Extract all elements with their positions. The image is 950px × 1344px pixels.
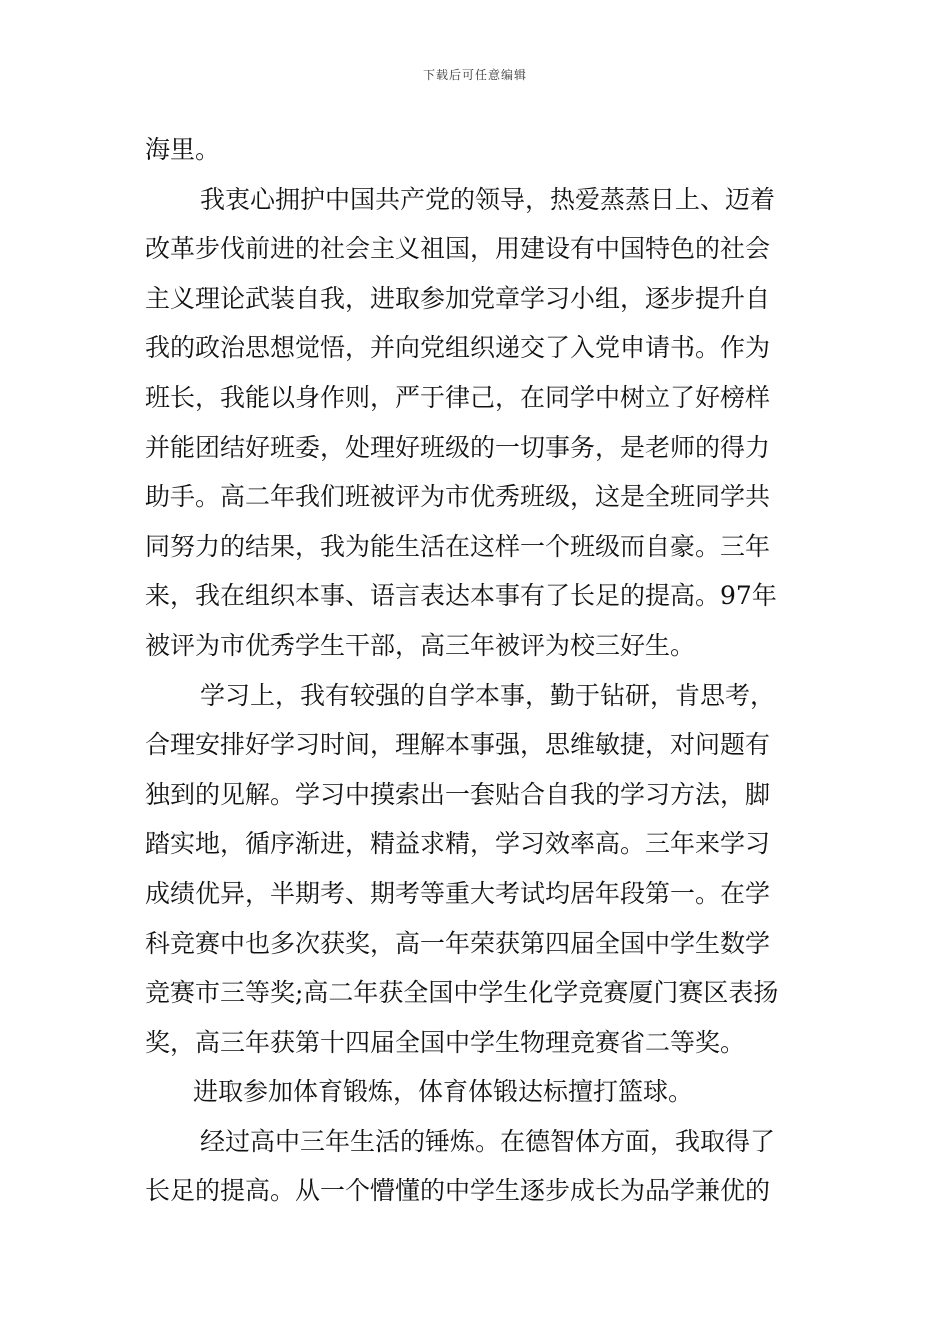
text-line: 学习上，我有较强的自学本事，勤于钻研，肯思考， [200,680,776,710]
text-line: 踏实地，循序渐进，精益求精，学习效率高。三年来学习 [145,829,771,859]
text-line: 来，我在组织本事、语言表达本事有了长足的提高。97年 [145,581,777,611]
text-line: 助手。高二年我们班被评为市优秀班级，这是全班同学共 [145,482,771,512]
text-line: 成绩优异，半期考、期考等重大考试均居年段第一。在学 [145,878,771,908]
text-line: 班长，我能以身作则，严于律己，在同学中树立了好榜样 [145,382,771,412]
document-body [145,125,810,1216]
text-line: 竞赛市三等奖;高二年获全国中学生化学竞赛厦门赛区表扬 [145,978,779,1008]
text-line: 独到的见解。学习中摸索出一套贴合自我的学习方法，脚 [145,779,771,809]
text-line: 长足的提高。从一个懵懂的中学生逐步成长为品学兼优的 [145,1176,771,1206]
text-line: 经过高中三年生活的锤炼。在德智体方面，我取得了 [200,1126,776,1156]
text-line: 奖，高三年获第十四届全国中学生物理竞赛省二等奖。 [145,1027,746,1057]
text-line: 并能团结好班委，处理好班级的一切事务，是老师的得力 [145,432,771,462]
text-line: 改革步伐前进的社会主义祖国，用建设有中国特色的社会 [145,234,771,264]
text-line: 被评为市优秀学生干部，高三年被评为校三好生。 [145,630,696,660]
page-header: 下载后可任意编辑 [422,68,527,82]
text-line: 进取参加体育锻炼，体育体锻达标擅打篮球。 [193,1077,694,1107]
text-line: 科竞赛中也多次获奖，高一年荣获第四届全国中学生数学 [145,928,771,958]
text-line: 主义理论武装自我，进取参加党章学习小组，逐步提升自 [145,283,771,313]
text-line: 合理安排好学习时间，理解本事强，思维敏捷，对问题有 [145,730,771,760]
text-line: 同努力的结果，我为能生活在这样一个班级而自豪。三年 [145,531,771,561]
text-line: 我的政治思想觉悟，并向党组织递交了入党申请书。作为 [145,333,771,363]
text-line: 我衷心拥护中国共产党的领导，热爱蒸蒸日上、迈着 [200,184,776,214]
text-line: 海里。 [145,135,221,164]
